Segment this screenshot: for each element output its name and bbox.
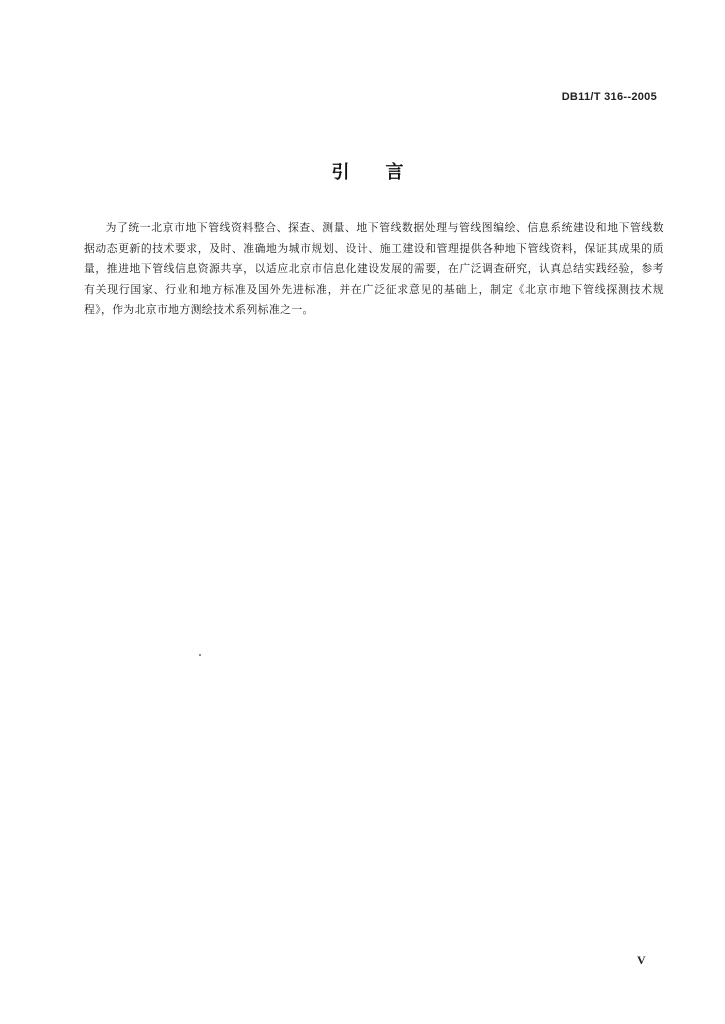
introduction-body xyxy=(84,218,664,321)
title-char-2: 言 xyxy=(385,162,406,183)
title-char-1: 引 xyxy=(331,162,352,183)
introduction-paragraph: 为了统一北京市地下管线资料整合、探查、测量、地下管线数据处理与管线图编绘、信息系统建设和地下管线数据动态更新的技术要求，及时、准确地为城市规划、设计、施工建设和管理提供各种地下管线资料，保证其成果的质量，推进地下管线信息资源共享，以适应北京市信息化建设发展的需要，在广泛调查研究，认真总结实践经验，参考有关现行国家、行业和地方标准及国外先进标准，并在广泛征求意见的基础上，制定《北京市地下管线探测技术规程》，作为北京市地方测绘技术系列标准之一。 xyxy=(84,221,664,317)
page-number: V xyxy=(637,953,646,967)
standard-number: DB11/T 316--2005 xyxy=(561,91,657,103)
section-title xyxy=(0,158,725,184)
scan-speck xyxy=(199,654,201,656)
